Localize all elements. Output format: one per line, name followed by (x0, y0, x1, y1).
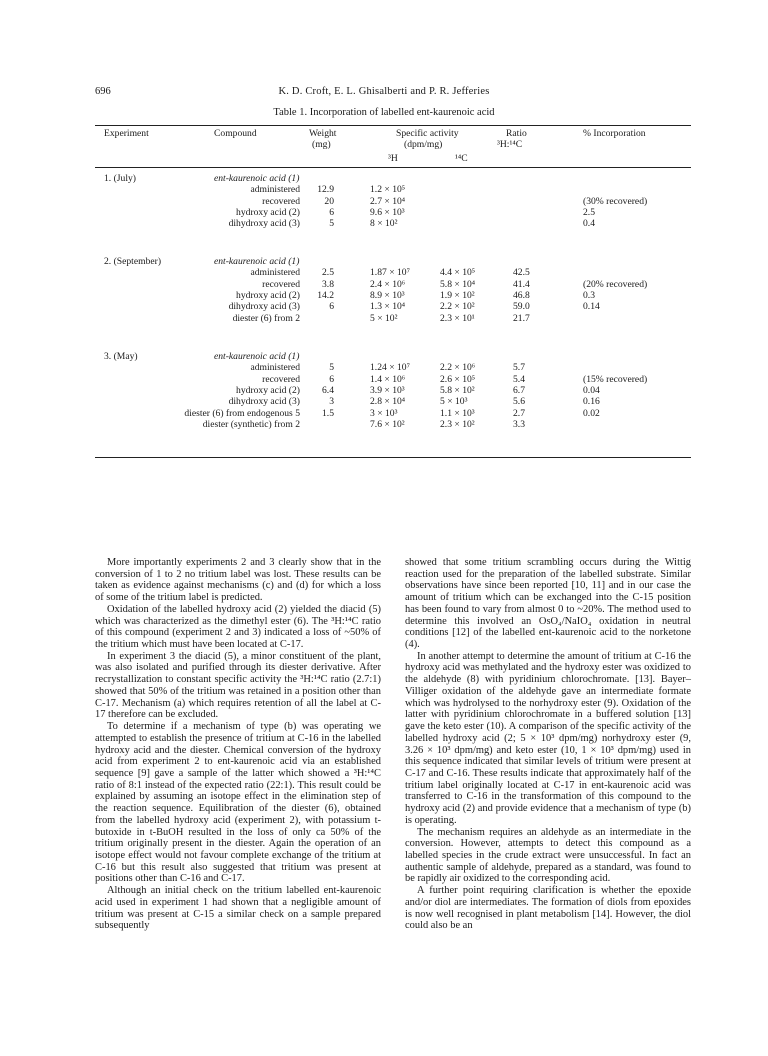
ratio-value: 41.4 (513, 278, 530, 290)
table-header-rule (95, 167, 691, 168)
header-h3: ³H (388, 153, 398, 164)
ratio-value: 6.7 (513, 384, 525, 396)
header-experiment: Experiment (104, 128, 149, 139)
experiment-label: 3. (May) (104, 351, 138, 362)
h3-activity: 1.3 × 10⁴ (370, 301, 406, 313)
weight-value: 6 (329, 206, 334, 218)
compound-name: dihydroxy acid (3) (228, 218, 300, 230)
h3-activity: 2.8 × 10⁴ (370, 396, 406, 408)
paragraph: A further point requiring clarification is whether the epoxide and/or diol are intermediates. The formation of diols from epoxides is now well recognised in plant metabolism [14]. However, the diol could also be an (405, 885, 691, 932)
weight-value: 6 (329, 301, 334, 313)
paragraph: In experiment 3 the diacid (5), a minor constituent of the plant, was also isolated and purified through its diester derivative. After recrystallization to constant specific activity the ³H:¹⁴C ratio (2.7:1) showed that 50% of the tritium was retained in a position other than C-17. Mechanism (a) which requires retention of all the label at C-17 therefore can be excluded. (95, 650, 381, 721)
ratio-value: 5.6 (513, 396, 525, 408)
compound-name: diester (6) from 2 (232, 312, 300, 324)
ratio-value: 59.0 (513, 301, 530, 313)
compound-name: administered (250, 362, 300, 374)
incorporation-value: (30% recovered) (583, 195, 648, 207)
compound-name: ent-kaurenoic acid (1) (214, 256, 300, 267)
compound-name: diester (6) from endogenous 5 (184, 407, 300, 419)
weight-value: 20 (324, 195, 334, 207)
incorporation-value: (20% recovered) (583, 278, 648, 290)
compound-name: hydroxy acid (2) (236, 289, 300, 301)
weight-value: 6 (329, 373, 334, 385)
header-ratio: Ratio (506, 128, 527, 139)
weight-value: 1.5 (322, 407, 334, 419)
h3-activity: 2.7 × 10⁴ (370, 195, 406, 207)
weight-value: 6.4 (322, 384, 334, 396)
h3-activity: 3.9 × 10³ (370, 384, 405, 396)
compound-name: recovered (262, 373, 300, 385)
paragraph: Oxidation of the labelled hydroxy acid (2) yielded the diacid (5) which was characterized as the dimethyl ester (6). The ³H:¹⁴C ratio of this compound (experiment 2 and 3) indicated a loss of ~50% of the tritium which must have been located at C-17. (95, 603, 381, 651)
paragraph: More importantly experiments 2 and 3 clearly show that in the conversion of 1 to 2 no tritium label was lost. These results can be taken as evidence against mechanisms (c) and (d) for which a loss of some of the tritium label is predicted. (95, 557, 381, 604)
weight-value: 5 (329, 218, 334, 230)
ratio-value: 5.4 (513, 373, 525, 385)
weight-value: 12.9 (317, 184, 334, 196)
h3-activity: 2.4 × 10⁶ (370, 278, 406, 290)
right-column (405, 557, 691, 932)
h3-activity: 7.6 × 10² (370, 418, 405, 430)
ratio-value: 46.8 (513, 289, 530, 301)
weight-value: 3.8 (322, 278, 334, 290)
header-incorporation: % Incorporation (583, 128, 646, 139)
incorporation-value: 0.04 (583, 384, 600, 396)
c14-activity: 5 × 10³ (440, 396, 468, 408)
header-weight-unit: (mg) (312, 139, 331, 150)
c14-activity: 4.4 × 10⁵ (440, 267, 476, 279)
h3-activity: 5 × 10² (370, 312, 398, 324)
c14-activity: 5.8 × 10² (440, 384, 475, 396)
page-number: 696 (95, 86, 111, 97)
c14-activity: 2.3 × 10² (440, 418, 475, 430)
table-caption: Table 1. Incorporation of labelled ent-kaurenoic acid (273, 107, 495, 118)
experiment-label: 1. (July) (104, 173, 136, 184)
c14-activity: 2.3 × 10¹ (440, 312, 475, 324)
experiment-label: 2. (September) (104, 256, 162, 267)
paragraph: Although an initial check on the tritium labelled ent-kaurenoic acid used in experiment 1 had shown that a negligible amount of tritium was present at C-15 a similar check on a sample prepared subsequently (95, 885, 381, 932)
ratio-value: 5.7 (513, 362, 525, 374)
paragraph: showed that some tritium scrambling occurs during the Wittig reaction used for the preparation of the labelled substrate. Similar observations have since been reported [10, 11] and in our case the amount of tritium which can be exchanged into the C-15 position has been found to vary from almost 0 to ~20%. The method used to determine this involved an OsO₄/NaIO₄ oxidation in neutral conditions [12] of the labelled ent-kaurenoic acid to the norketone (4). (405, 557, 691, 651)
table-bottom-rule (95, 457, 691, 458)
weight-value: 5 (329, 362, 334, 374)
paragraph: In another attempt to determine the amount of tritium at C-16 the hydroxy acid was methylated and the hydroxy ester was oxidized to the aldehyde (8) with pyridinium chlorochromate. [13]. Bayer–Villiger oxidation of the aldehyde gave an intermediate formate which was hydrolysed to the norhydroxy ester (9). Oxidation of the latter with pyridinium chlorochromate in a buffered solution [13] gave the keto ester (10). A comparison of the specific activity of the labelled hydroxy acid (2; 5 × 10³ dpm/mg) norhydroxy ester (9, 3.26 × 10³ dpm/mg) and keto ester (10, 1 × 10³ dpm/mg) used in this sequence indicated that similar levels of tritium were present at C-17 and C-16. These results indicate that approximately half of the tritium label originally located at C-17 in ent-kaurenoic acid was transferred to C-16 in the transformation of this compound to the hydroxy acid (2) and provide evidence that a mechanism of type (b) is operating. (405, 650, 691, 826)
running-header: K. D. Croft, E. L. Ghisalberti and P. R. Jefferies (278, 86, 490, 97)
compound-name: diester (synthetic) from 2 (202, 418, 300, 430)
header-specific-activity: Specific activity (396, 128, 459, 139)
ratio-value: 21.7 (513, 312, 530, 324)
compound-name: recovered (262, 278, 300, 290)
incorporation-value: 0.14 (583, 301, 600, 313)
h3-activity: 1.87 × 10⁷ (370, 267, 410, 279)
h3-activity: 1.4 × 10⁶ (370, 373, 406, 385)
incorporation-value: 0.02 (583, 407, 600, 419)
h3-activity: 1.2 × 10⁵ (370, 184, 406, 196)
compound-name: dihydroxy acid (3) (228, 396, 300, 408)
paragraph: To determine if a mechanism of type (b) was operating we attempted to establish the presence of tritium at C-16 in the labelled hydroxy acid and the diester. Chemical conversion of the hydroxy acid from experiment 2 to ent-kaurenoic acid via an established sequence [9] gave a sample of the latter which showed a ³H:¹⁴C ratio of 8:1 instead of the expected ratio (22:1). This result could be explained by assuming an isotope effect in the elimination step of the reaction sequence. Equilibration of the diester (6), obtained from the labelled hydroxy acid (experiment 2), with potassium t-butoxide in t-BuOH resulted in the loss of only ca 50% of the tritium originally present in the diester. Again the operation of an isotope effect would not favour complete exchange of the tritium at C-16 but this result also suggested that tritium was present at positions other than C-16 and C-17. (95, 721, 381, 885)
header-ratio-unit: ³H:¹⁴C (497, 139, 523, 150)
header-weight: Weight (309, 128, 337, 139)
compound-name: recovered (262, 195, 300, 207)
compound-name: ent-kaurenoic acid (1) (214, 351, 300, 362)
incorporation-value: 0.16 (583, 396, 600, 408)
weight-value: 3 (329, 396, 334, 408)
compound-name: administered (250, 267, 300, 279)
table-top-rule (95, 125, 691, 126)
h3-activity: 8.9 × 10³ (370, 289, 405, 301)
h3-activity: 1.24 × 10⁷ (370, 362, 410, 374)
compound-name: hydroxy acid (2) (236, 206, 300, 218)
incorporation-value: 0.3 (583, 289, 595, 301)
c14-activity: 1.9 × 10² (440, 289, 475, 301)
h3-activity: 8 × 10² (370, 218, 398, 230)
paragraph: The mechanism requires an aldehyde as an intermediate in the conversion. However, attempts to detect this compound as a labelled species in the crude extract were unsuccessful. In fact an authentic sample of aldehyde, prepared as a standard, was found to be rapidly air oxidized to the corresponding acid. (405, 826, 691, 885)
c14-activity: 2.6 × 10⁵ (440, 373, 476, 385)
weight-value: 2.5 (322, 267, 334, 279)
ratio-value: 2.7 (513, 407, 525, 419)
c14-activity: 1.1 × 10³ (440, 407, 475, 419)
compound-name: ent-kaurenoic acid (1) (214, 173, 300, 184)
incorporation-value: 0.4 (583, 218, 595, 230)
weight-value: 14.2 (317, 289, 334, 301)
incorporation-value: 2.5 (583, 206, 595, 218)
c14-activity: 2.2 × 10² (440, 301, 475, 313)
header-sa-unit: (dpm/mg) (404, 139, 443, 150)
incorporation-value: (15% recovered) (583, 373, 648, 385)
h3-activity: 9.6 × 10³ (370, 206, 405, 218)
ratio-value: 3.3 (513, 418, 525, 430)
compound-name: administered (250, 184, 300, 196)
c14-activity: 2.2 × 10⁶ (440, 362, 476, 374)
c14-activity: 5.8 × 10⁴ (440, 278, 476, 290)
compound-name: hydroxy acid (2) (236, 384, 300, 396)
ratio-value: 42.5 (513, 267, 530, 279)
header-compound: Compound (214, 128, 257, 139)
header-c14: ¹⁴C (455, 153, 468, 164)
compound-name: dihydroxy acid (3) (228, 301, 300, 313)
h3-activity: 3 × 10³ (370, 407, 398, 419)
left-column (95, 557, 381, 932)
